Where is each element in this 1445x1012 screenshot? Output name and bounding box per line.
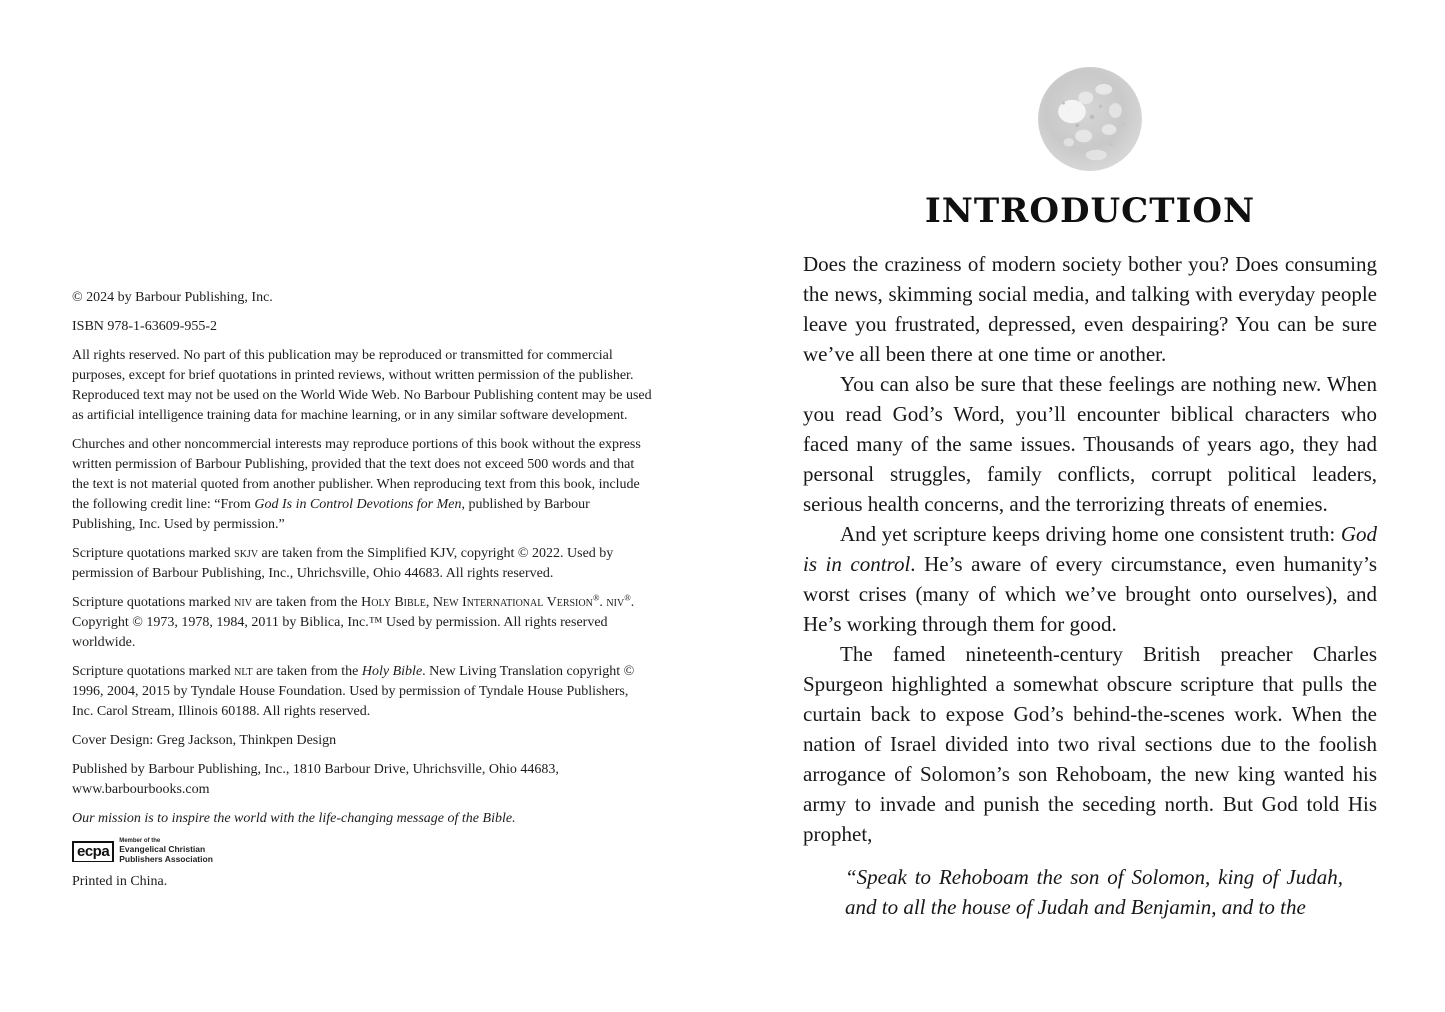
skjv-credit: Scripture quotations marked skjv are taken from the Simplified KJV, copyright © 2022. Used by permission of Barbour Publishing, Inc., Uhrichsville, Ohio 44683. All rights reserved. bbox=[72, 546, 614, 581]
cover-design-line: Cover Design: Greg Jackson, Thinkpen Design bbox=[72, 733, 337, 748]
ecpa-member-line: Member of the bbox=[119, 838, 161, 844]
ecpa-org-line-1: Evangelical Christian bbox=[119, 844, 206, 854]
intro-paragraph: Does the craziness of modern society bother you? Does consuming the news, skimming social media, and talking with everyday people leave you frustrated, depressed, even despairing? You can be sure we’ve all been there at one time or another. bbox=[803, 252, 1377, 366]
printed-line: Printed in China. bbox=[72, 874, 168, 889]
introduction-block bbox=[803, 58, 1377, 922]
ecpa-logo bbox=[72, 838, 652, 864]
intro-paragraph: The famed nineteenth-century British preacher Charles Spurgeon highlighted a somewhat obscure scripture that pulls the curtain back to expose God’s behind-the-scenes work. When the nation of Israel divided into two rival sections due to the foolish arrogance of Solomon’s son Rehoboam, the new king wanted his army to invade and punish the seceding north. But God told His prophet, bbox=[803, 642, 1377, 846]
ecpa-org-line-2: Publishers Association bbox=[119, 853, 213, 864]
ecpa-logo-mark: ecpa bbox=[72, 841, 114, 862]
copyright-line: © 2024 by Barbour Publishing, Inc. bbox=[72, 290, 273, 305]
publisher-line: Published by Barbour Publishing, Inc., 1810 Barbour Drive, Uhrichsville, Ohio 44683, www.barbourbooks.com bbox=[72, 762, 559, 797]
ecpa-logo-text bbox=[119, 838, 213, 864]
chapter-title: INTRODUCTION bbox=[924, 191, 1256, 231]
scripture-quote: “Speak to Rehoboam the son of Solomon, king of Judah, and to all the house of Judah and Benjamin, and to the bbox=[845, 865, 1343, 919]
intro-paragraph: And yet scripture keeps driving home one consistent truth: God is in control. He’s aware of every circumstance, even humanity’s worst crises (many of which we’ve brought onto ourselves), and He’s working through them for good. bbox=[803, 522, 1377, 636]
nlt-credit: Scripture quotations marked nlt are taken from the Holy Bible. New Living Translation copyright © 1996, 2004, 2015 by Tyndale House Foundation. Used by permission of Tyndale House Publishers, Inc. Carol Stream, Illinois 60188. All rights reserved. bbox=[72, 664, 635, 719]
churches-paragraph: Churches and other noncommercial interests may reproduce portions of this book without the express written permission of Barbour Publishing, provided that the text does not exceed 500 words and that the text is not material quoted from another publisher. When reproducing text from this book, include the following credit line: “From God Is in Control Devotions for Men, published by Barbour Publishing, Inc. Used by permission.” bbox=[72, 437, 641, 532]
left-page bbox=[0, 0, 722, 1012]
moon-icon bbox=[1037, 66, 1143, 172]
niv-credit: Scripture quotations marked niv are taken from the Holy Bible, New International Version®. niv®. Copyright © 1973, 1978, 1984, 2011 by Biblica, Inc.™ Used by permission. All rights reserved worldwide. bbox=[72, 592, 635, 650]
right-page bbox=[723, 0, 1445, 1012]
rights-paragraph: All rights reserved. No part of this publication may be reproduced or transmitted for commercial purposes, except for brief quotations in printed reviews, without written permission of the publisher. Reproduced text may not be used on the World Wide Web. No Barbour Publishing content may be used as artificial intelligence training data for machine learning, or in any similar software development. bbox=[72, 348, 652, 423]
mission-statement: Our mission is to inspire the world with the life-changing message of the Bible. bbox=[72, 811, 516, 826]
isbn-line: ISBN 978-1-63609-955-2 bbox=[72, 319, 218, 334]
copyright-block bbox=[72, 288, 652, 892]
intro-paragraph: You can also be sure that these feelings are nothing new. When you read God’s Word, you’ll encounter biblical characters who faced many of the same issues. Thousands of years ago, they had personal struggles, family conflicts, corrupt political leaders, serious health concerns, and the terrorizing threats of enemies. bbox=[803, 372, 1377, 516]
